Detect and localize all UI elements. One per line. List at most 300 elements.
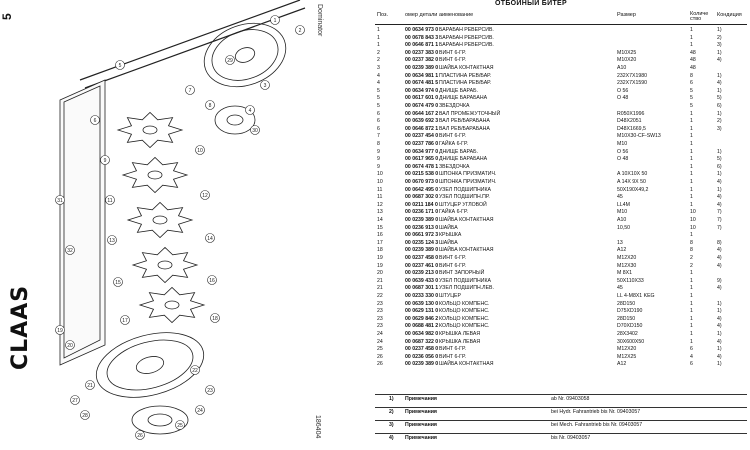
cell-qty: 1 bbox=[690, 308, 693, 315]
cell-pos: 10 bbox=[377, 179, 383, 185]
callout-number: 18 bbox=[212, 315, 218, 322]
cell-size: A12 bbox=[617, 247, 627, 254]
cell-code: 00 0639 130 0 bbox=[405, 300, 439, 307]
callout bbox=[114, 278, 123, 287]
cell-qty: 1 bbox=[690, 338, 693, 345]
table-row bbox=[375, 225, 747, 232]
cell-qty: 5 bbox=[690, 87, 693, 94]
cell-code: 00 0674 481 5 bbox=[405, 80, 439, 87]
cell-size: O 48 bbox=[617, 95, 629, 102]
table-row bbox=[375, 156, 747, 163]
note-n: 3) bbox=[389, 422, 394, 428]
cell-pos: 26 bbox=[377, 361, 383, 368]
table-row bbox=[375, 293, 747, 300]
callout-number: 5 bbox=[118, 62, 122, 69]
cell-pos: 23 bbox=[377, 300, 383, 307]
cell-size: M10X25 bbox=[617, 49, 637, 56]
sprocket-hub bbox=[158, 261, 172, 269]
cell-code: 00 0617 601 0 bbox=[405, 95, 439, 102]
callout bbox=[211, 314, 220, 323]
cell-qty: 48 bbox=[690, 57, 696, 64]
table-row bbox=[375, 118, 747, 125]
cell-note: 4) bbox=[717, 194, 722, 201]
cell-size: 28X3402 bbox=[617, 331, 638, 337]
cell-qty: 4 bbox=[690, 353, 693, 360]
cell-name: ВИНТ 6-ГР. bbox=[439, 346, 466, 353]
cell-qty: 1 bbox=[690, 179, 693, 185]
cell-pos: 23 bbox=[377, 315, 383, 322]
cell-size: M10X20 bbox=[617, 57, 637, 64]
header-note: Кондиция bbox=[717, 12, 742, 18]
cell-note: 2) bbox=[717, 34, 722, 41]
cell-qty: 1 bbox=[690, 293, 693, 299]
cell-note: 3) bbox=[717, 42, 722, 49]
cell-pos: 23 bbox=[377, 323, 383, 330]
header-divider bbox=[375, 24, 747, 25]
cell-pos: 5 bbox=[377, 103, 380, 109]
callout-number: 28 bbox=[82, 412, 88, 419]
callout bbox=[261, 81, 270, 90]
note-v: bei Mech. Fahrantrieb bis Nr. 09403057 bbox=[551, 422, 643, 428]
note-v: ab Nr. 09403058 bbox=[551, 396, 590, 402]
cell-name: ШПОНКА ПРИЗМАТИЧ. bbox=[439, 179, 497, 185]
cell-pos: 5 bbox=[377, 95, 380, 102]
table-row bbox=[375, 187, 747, 194]
cell-name: ВАЛ ПРОМЕЖУТОЧНЫЙ bbox=[439, 110, 501, 117]
cell-name: ВАЛ РЕВ/БАРАБАНА bbox=[439, 118, 490, 125]
callout-number: 2 bbox=[298, 27, 302, 34]
cell-pos: 9 bbox=[377, 148, 380, 155]
cell-qty: 1 bbox=[690, 323, 693, 330]
callout bbox=[91, 116, 100, 125]
callout-number: 19 bbox=[57, 327, 63, 334]
callout-number: 3 bbox=[263, 82, 267, 89]
cell-pos: 6 bbox=[377, 110, 380, 117]
callout-number: 13 bbox=[109, 237, 115, 244]
cell-code: 00 0237 786 0 bbox=[405, 141, 439, 147]
callout-number: 25 bbox=[177, 422, 183, 429]
callout bbox=[176, 421, 185, 430]
cell-pos: 19 bbox=[377, 262, 383, 269]
cell-qty: 1 bbox=[690, 285, 693, 292]
cell-note: 1) bbox=[717, 110, 722, 117]
cell-note: 5) bbox=[717, 156, 722, 163]
cell-pos: 26 bbox=[377, 353, 383, 360]
cell-code: 00 0687 302 0 bbox=[405, 194, 439, 201]
cell-pos: 23 bbox=[377, 308, 383, 315]
cell-pos: 16 bbox=[377, 232, 383, 239]
cell-qty: 1 bbox=[690, 133, 693, 140]
cell-pos: 24 bbox=[377, 331, 383, 337]
callout-number: 20 bbox=[67, 342, 73, 349]
header-qty: Количе ство bbox=[690, 11, 709, 22]
cell-note: 3) bbox=[717, 125, 722, 132]
note-t: Примечания bbox=[405, 396, 437, 402]
cell-note: 4) bbox=[717, 57, 722, 64]
cell-code: 00 0211 184 0 bbox=[405, 201, 438, 208]
table-row bbox=[375, 354, 747, 361]
cell-name: ДНИЩЕ БАРАБАНА bbox=[439, 95, 488, 102]
cell-code: 00 0687 322 0 bbox=[405, 338, 439, 345]
callout bbox=[106, 196, 115, 205]
cell-note: 1) bbox=[717, 72, 722, 79]
cell-note: 1) bbox=[717, 346, 722, 353]
cell-name: КОЛЬЦО КОМПЕНС. bbox=[439, 323, 490, 330]
cell-code: 00 0236 171 0 bbox=[405, 209, 439, 216]
cell-qty: 48 bbox=[690, 65, 696, 71]
cell-note: 1) bbox=[717, 361, 722, 368]
cell-pos: 9 bbox=[377, 163, 380, 170]
cell-code: 00 0239 389 0 bbox=[405, 65, 439, 71]
callout bbox=[271, 16, 280, 25]
cell-code: 00 0687 301 1 bbox=[405, 285, 439, 292]
cell-size: M12X25 bbox=[617, 353, 637, 360]
cell-name: ШАЙБА bbox=[439, 239, 458, 246]
callout-number: 29 bbox=[227, 57, 233, 64]
cell-name: КОЛЬЦО КОМПЕНС. bbox=[439, 308, 490, 315]
callout-number: 32 bbox=[67, 247, 73, 254]
cell-qty: 1 bbox=[690, 194, 693, 201]
table-row bbox=[375, 65, 747, 72]
cell-qty: 6 bbox=[690, 346, 693, 353]
cell-name: ГАЙКА 6-ГР. bbox=[439, 141, 468, 147]
cell-code: 00 0233 330 0 bbox=[405, 293, 439, 299]
cell-size: LL4M bbox=[617, 201, 630, 208]
parts-list bbox=[375, 0, 750, 450]
cell-qty: 1 bbox=[690, 232, 693, 239]
cell-size: O 56 bbox=[617, 87, 629, 94]
cell-size: M12X20 bbox=[617, 346, 637, 353]
cell-pos: 13 bbox=[377, 209, 383, 216]
cell-name: ПЛАСТИНА РЕВ/БАР. bbox=[439, 80, 492, 87]
table-row bbox=[375, 73, 747, 80]
cell-code: 00 0237 383 0 bbox=[405, 49, 439, 56]
note-divider bbox=[375, 420, 747, 421]
callout bbox=[56, 196, 65, 205]
cell-size: 232X7X1590 bbox=[617, 80, 648, 87]
sprocket-hub bbox=[165, 301, 179, 309]
cell-pos: 9 bbox=[377, 156, 380, 163]
cell-pos: 3 bbox=[377, 65, 380, 71]
cell-size: D70XD150 bbox=[617, 323, 643, 330]
header-code: омер детали bbox=[405, 12, 438, 18]
table-row bbox=[375, 202, 747, 209]
cell-size: M12X30 bbox=[617, 262, 637, 269]
table-row bbox=[375, 308, 747, 315]
cell-size: 45 bbox=[617, 194, 623, 201]
cell-code: 00 0634 977 0 bbox=[405, 148, 439, 155]
cell-size: O 56 bbox=[617, 148, 629, 155]
callout bbox=[186, 86, 195, 95]
cell-qty: 1 bbox=[690, 163, 693, 170]
cell-name: ВИНТ 6-ГР. bbox=[439, 57, 466, 64]
callout bbox=[108, 236, 117, 245]
callout-number: 15 bbox=[115, 279, 121, 286]
cell-pos: 15 bbox=[377, 224, 383, 231]
cell-qty: 8 bbox=[690, 72, 693, 79]
cell-code: 00 0629 846 2 bbox=[405, 315, 439, 322]
callout-number: 30 bbox=[252, 127, 258, 134]
table-row bbox=[375, 133, 747, 140]
cell-name: ШАЙБА КОНТАКТНАЯ bbox=[439, 247, 494, 254]
callout bbox=[251, 126, 260, 135]
cell-note: 4) bbox=[717, 179, 722, 185]
table-row bbox=[375, 194, 747, 201]
cell-name: ПЛАСТИНА РЕВ/БАР. bbox=[439, 72, 492, 79]
cell-code: 00 0237 458 0 bbox=[405, 346, 439, 353]
cell-name: ГАЙКА 6-ГР. bbox=[439, 209, 468, 216]
cell-size: A 10X10X 50 bbox=[617, 171, 648, 178]
note-n: 1) bbox=[389, 396, 394, 402]
cell-code: 00 0674 479 0 bbox=[405, 103, 439, 109]
cell-note: 8) bbox=[717, 239, 722, 246]
callout bbox=[71, 396, 80, 405]
note-t: Примечания bbox=[405, 422, 437, 428]
cell-qty: 1 bbox=[690, 171, 693, 178]
callout bbox=[66, 341, 75, 350]
cell-name: УЗЕЛ ПОДШИПН.ПР. bbox=[439, 194, 490, 201]
table-row bbox=[375, 217, 747, 224]
cell-code: 00 0239 389 0 bbox=[405, 217, 439, 223]
cell-name: ШАЙБА КОНТАКТНАЯ bbox=[439, 217, 494, 223]
cell-pos: 11 bbox=[377, 194, 383, 201]
callout-number: 7 bbox=[188, 87, 192, 94]
cell-pos: 10 bbox=[377, 171, 383, 178]
cell-name: БАРАБАН РЕВЕРСИВ. bbox=[439, 27, 494, 33]
cell-size: 232X7X1980 bbox=[617, 72, 648, 79]
cell-code: 00 0634 981 1 bbox=[405, 72, 439, 79]
callout bbox=[101, 156, 110, 165]
cell-name: ЗВЕЗДОЧКА bbox=[439, 163, 470, 170]
cell-name: ДНИЩЕ БАРАБ. bbox=[439, 148, 478, 155]
cell-note: 7) bbox=[717, 224, 722, 231]
cell-note: 1) bbox=[717, 308, 722, 315]
cell-size: O 48 bbox=[617, 156, 629, 163]
cell-qty: 10 bbox=[690, 217, 696, 223]
cell-pos: 18 bbox=[377, 247, 383, 254]
cell-qty: 6 bbox=[690, 361, 693, 368]
callout bbox=[206, 101, 215, 110]
cell-pos: 2 bbox=[377, 49, 380, 56]
table-row bbox=[375, 301, 747, 308]
cell-note: 1) bbox=[717, 87, 722, 94]
header-pos: Поз. bbox=[377, 12, 388, 18]
cell-name: ШТУЦЕР УГЛОВОЙ bbox=[439, 201, 487, 208]
table-row bbox=[375, 111, 747, 118]
cell-name: ШАЙБА КОНТАКТНАЯ bbox=[439, 65, 494, 71]
claas-logo: CLAAS bbox=[8, 284, 33, 370]
callout-number: 9 bbox=[103, 157, 107, 164]
cell-size: M10 bbox=[617, 141, 628, 147]
callout bbox=[121, 316, 130, 325]
cell-qty: 1 bbox=[690, 141, 693, 147]
cell-pos: 17 bbox=[377, 239, 383, 246]
cell-size: 13 bbox=[617, 239, 623, 246]
callout bbox=[66, 246, 75, 255]
callout bbox=[81, 411, 90, 420]
cell-size: R050X1996 bbox=[617, 110, 645, 117]
cell-pos: 14 bbox=[377, 217, 383, 223]
table-row bbox=[375, 323, 747, 330]
callout-number: 24 bbox=[197, 407, 203, 414]
cell-code: 00 0646 871 1 bbox=[405, 42, 439, 49]
cell-name: ДНИЩЕ БАРАБ. bbox=[439, 87, 478, 94]
cell-code: 00 0678 843 3 bbox=[405, 34, 439, 41]
table-row bbox=[375, 232, 747, 239]
model-name: Dominator bbox=[316, 4, 323, 37]
cell-pos: 12 bbox=[377, 201, 383, 208]
callout bbox=[196, 146, 205, 155]
cell-qty: 48 bbox=[690, 49, 696, 56]
cell-note: 4) bbox=[717, 80, 722, 87]
cell-size: D48X2051 bbox=[617, 118, 642, 125]
table-row bbox=[375, 149, 747, 156]
callout-number: 12 bbox=[202, 192, 208, 199]
table-row bbox=[375, 346, 747, 353]
cell-qty: 1 bbox=[690, 270, 693, 277]
cell-code: 00 0235 124 3 bbox=[405, 239, 439, 246]
cell-qty: 1 bbox=[690, 118, 693, 125]
cell-code: 00 0239 389 0 bbox=[405, 247, 439, 254]
table-row bbox=[375, 164, 747, 171]
cell-pos: 1 bbox=[377, 42, 380, 49]
cell-pos: 8 bbox=[377, 141, 380, 147]
cell-note: 4) bbox=[717, 285, 722, 292]
callout-number: 16 bbox=[209, 277, 215, 284]
cell-name: ВИНТ 6-ГР. bbox=[439, 133, 466, 140]
cell-note: 6) bbox=[717, 103, 722, 109]
callout-number: 21 bbox=[87, 382, 93, 389]
page-title: ОТБОЙНЫЙ БИТЕР bbox=[495, 0, 567, 7]
cell-pos: 6 bbox=[377, 125, 380, 132]
cell-code: 00 0661 972 3 bbox=[405, 232, 439, 239]
table-row bbox=[375, 95, 747, 102]
cell-note: 4) bbox=[717, 338, 722, 345]
cell-name: КОЛЬЦО КОМПЕНС. bbox=[439, 315, 490, 322]
cell-qty: 8 bbox=[690, 239, 693, 246]
cell-note: 5) bbox=[717, 95, 722, 102]
callout-number: 27 bbox=[72, 397, 78, 404]
cell-qty: 1 bbox=[690, 331, 693, 337]
table-row bbox=[375, 285, 747, 292]
cell-qty: 8 bbox=[690, 247, 693, 254]
cell-code: 00 0674 478 1 bbox=[405, 163, 439, 170]
cell-name: УЗЕЛ ПОДШИПН.ЛЕВ. bbox=[439, 285, 494, 292]
cell-note: 4) bbox=[717, 255, 722, 261]
cell-pos: 6 bbox=[377, 118, 380, 125]
cell-name: КРЫШКА ЛЕВАЯ bbox=[439, 338, 481, 345]
cell-pos: 24 bbox=[377, 338, 383, 345]
cell-qty: 1 bbox=[690, 42, 693, 49]
callout bbox=[201, 191, 210, 200]
note-divider bbox=[375, 407, 747, 408]
cell-note: 1) bbox=[717, 331, 722, 337]
callout-number: 1 bbox=[273, 17, 277, 24]
table-row bbox=[375, 316, 747, 323]
table-row bbox=[375, 179, 747, 186]
cell-size: LL 4-M8X1 KEG bbox=[617, 293, 655, 299]
cell-pos: 1 bbox=[377, 27, 380, 33]
cell-note: 1) bbox=[717, 49, 722, 56]
table-row bbox=[375, 80, 747, 87]
cell-code: 00 0236 056 0 bbox=[405, 353, 439, 360]
cell-name: ВИНТ 6-ГР. bbox=[439, 353, 466, 360]
cell-size: D75XD190 bbox=[617, 308, 643, 315]
cell-name: ШАЙБА bbox=[439, 224, 458, 231]
cell-code: 00 0634 973 0 bbox=[405, 27, 439, 33]
cell-size: 50X110X33 bbox=[617, 277, 644, 284]
cell-qty: 10 bbox=[690, 209, 696, 216]
cell-code: 00 0237 382 0 bbox=[405, 57, 439, 64]
cell-note: 2) bbox=[717, 118, 722, 125]
cell-qty: 1 bbox=[690, 156, 693, 163]
cell-note: 4) bbox=[717, 262, 722, 269]
cell-size: 50X190X49,2 bbox=[617, 186, 649, 193]
table-row bbox=[375, 240, 747, 247]
cell-code: 00 0239 213 0 bbox=[405, 270, 439, 277]
callout bbox=[86, 381, 95, 390]
cell-qty: 1 bbox=[690, 277, 693, 284]
callout bbox=[136, 431, 145, 440]
cell-qty: 1 bbox=[690, 148, 693, 155]
cell-pos: 2 bbox=[377, 57, 380, 64]
cell-size: M10 bbox=[617, 209, 628, 216]
table-row bbox=[375, 263, 747, 270]
table-row bbox=[375, 255, 747, 262]
cell-code: 00 0617 965 0 bbox=[405, 156, 439, 163]
cell-code: 00 0237 458 0 bbox=[405, 255, 439, 261]
callout bbox=[196, 406, 205, 415]
callout-number: 26 bbox=[137, 432, 143, 439]
callout bbox=[226, 56, 235, 65]
callout-number: 17 bbox=[122, 317, 128, 324]
cell-pos: 4 bbox=[377, 72, 380, 79]
cell-size: D48X1669,5 bbox=[617, 125, 646, 132]
cell-size: 45 bbox=[617, 285, 623, 292]
beater-drawing bbox=[0, 0, 340, 450]
callout bbox=[191, 366, 200, 375]
table-row bbox=[375, 247, 747, 254]
cell-note: 9) bbox=[717, 277, 722, 284]
cell-pos: 21 bbox=[377, 285, 383, 292]
cell-note: 4) bbox=[717, 247, 722, 254]
cell-code: 00 0634 982 0 bbox=[405, 331, 439, 337]
note-v: bis Nr. 09403057 bbox=[551, 435, 591, 441]
cell-code: 00 0237 454 0 bbox=[405, 133, 439, 140]
cell-size: A12 bbox=[617, 361, 627, 368]
cell-code: 00 0639 433 0 bbox=[405, 277, 439, 284]
cell-name: ЗВЕЗДОЧКА bbox=[439, 103, 470, 109]
cell-note: 6) bbox=[717, 163, 722, 170]
cell-name: ДНИЩЕ БАРАБАНА bbox=[439, 156, 488, 163]
callout bbox=[206, 234, 215, 243]
cell-name: УЗЕЛ ПОДШИПНИКА bbox=[439, 277, 491, 284]
note-n: 4) bbox=[389, 435, 394, 441]
page-number: 5 bbox=[0, 13, 14, 20]
cell-code: 00 0639 692 3 bbox=[405, 118, 439, 125]
cell-pos: 21 bbox=[377, 277, 383, 284]
table-row bbox=[375, 27, 747, 34]
cell-code: 00 0642 495 0 bbox=[405, 186, 439, 193]
cell-qty: 10 bbox=[690, 224, 696, 231]
cell-name: ВИНТ 6-ГР. bbox=[439, 49, 466, 56]
note-n: 2) bbox=[389, 409, 394, 415]
cell-note: 1) bbox=[717, 148, 722, 155]
cell-name: БАРАБАН РЕВЕРСИВ. bbox=[439, 34, 494, 41]
cell-size: 28D150 bbox=[617, 315, 636, 322]
callout bbox=[208, 276, 217, 285]
cell-code: 00 0670 973 0 bbox=[405, 179, 439, 185]
